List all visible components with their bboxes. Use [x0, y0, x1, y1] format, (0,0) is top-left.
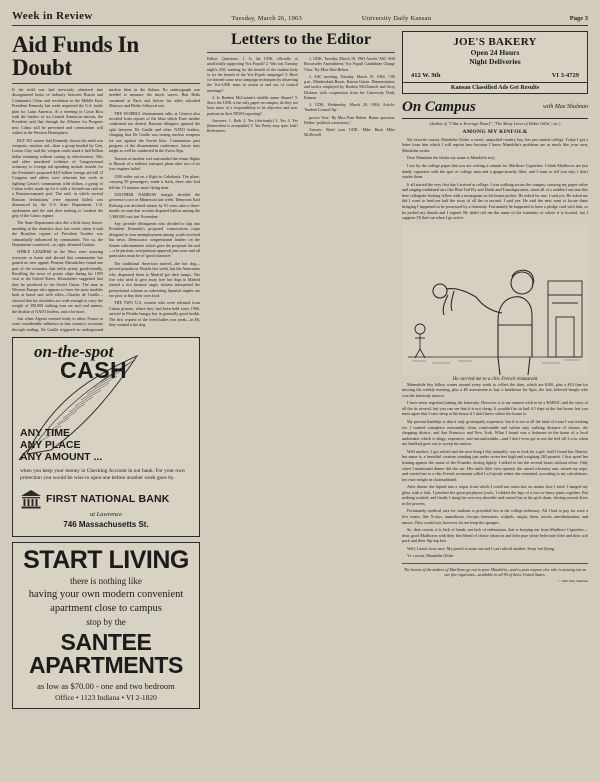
bakery-name: JOE'S BAKERY	[453, 36, 537, 48]
letter-para: Answer: Read your UDK. Mike Bush Mike McDowell	[304, 127, 395, 138]
column-three	[402, 31, 588, 766]
oc-para: After dinner she lapsed into a torpor from which I could not rouse her, no matter how I tried. I hanged my glass with a fork, I pinched her great porphyros jowls, I rubbed the legs of a two-or-fancy pants together. But nothing worked, and finally I slung her over my shoulder and carried her to the girls dorm, driving several dives in the process.	[402, 484, 588, 506]
lead-para: BUT NO sooner had Kennedy chosen his mild war weapons—nuclear aid—than a group headed by Gen. Lucius Clay said the weapon could stand a half-billion dollar trimming without cutting its effectiveness. This and other murdered evidence of Congressional acrimony to foreign aid spending include trouble for the President's proposed $4.9 billion foreign aid bill. If Congress and others were reluctant last week in fighting Castro's communism with dollars, a group of Cuban exiles made up for it with a hit-and-run raid on a Russian-manned port. The raid, in which several Russian 'technicians' were reported killed, was denounced by the U.S. State Department. U.S. spokesmen said the raid does nothing to 'weaken the grip of the Castro regime.'	[12, 137, 103, 218]
oc-para: Dear Mandolin the thinks my name is Mandolin too),	[407, 155, 496, 161]
lead-story-body	[12, 87, 200, 332]
oc-para: It all started the very first day I arrived at college. I was walking across the campus, carrying my paper valise and singing traditional airs like Blue Tail Fly and Death and Transfiguration, when all of a sudden I ran into this here collegiate-looking fellow with a monogram on his breast pocket. He asked for one. I said yes. He asked me did I want to lend me half the story of all the in second. I said yes. He said the next want to locate these bringing I happened to be possessed by a fraternity. Fortunately he happened to have a pledge card with him, so he picked my thumb and I signed. He didn't tell me the name of the fraternity or where it is located, but I suppose I'll find out when I go active.	[402, 181, 588, 221]
page-columns	[12, 31, 588, 766]
oc-para: Fortunately, medical care for students is provided free at the college infirmary. All I had to pay for were a few extras, like X-rays, anaesthesia, forceps, hemostats, scalpels, catgut, linen, towels, anesthetization, and nurses. They would not, however, let me keep the sponges.	[402, 508, 588, 525]
first-national-bank-ad[interactable]	[12, 337, 200, 537]
joes-bakery-ad[interactable]	[402, 31, 588, 94]
on-campus-header	[402, 99, 588, 119]
letter-para: 2. ASC meeting, Tuesday, March 19, 1963, 7:00 p.m., Meadowlark Room, Kansas Union. Demonstrators and tactics employed by Reuben McClintock and Jerry Dickson with cooperation from the University Daily Kansan.	[304, 73, 395, 100]
lead-para: If the mild war had nervously shattered into disorganized bouts of industry between Russia and Communist China and revolution in the Middle East, President Kennedy last week requested the U.S. battle plan for Latin America. At a meeting in Costa Rica with the leaders of six Central American nations, the President said that through the Alliance for Progress new Cubas will be prevented and communism will wither in the Western Hemisphere.	[12, 87, 103, 136]
bank-at-lawrence: at Lawrence	[89, 511, 123, 519]
on-campus-copyright: © 1963 Max Shulman	[557, 578, 588, 583]
oc-para: Meanwhile this fellow comes around every week to collect the dues, which are $100, plus a $10 fine for missing the weekly meeting, plus a $5 assessment to buy a headstone for Spot, the late, beloved beagle who was the fraternity mascot.	[402, 381, 588, 398]
lead-para: THE WOBBLY disarmament talks at Geneva also recoiled from reports of the blast which Paris neither confirmed nor denied. Russian delegates ignored the split between De Gaulle and other NATO leaders, charging that De Gaulle was testing nuclear weapons for use against the Soviet bloc. Communists past progress of the disarmament conference, future tests might as well be conducted in the Swiss Alps.	[109, 110, 200, 154]
santee-name: SANTEE APARTMENTS	[28, 628, 183, 678]
on-campus-footer: The hearts of the makers of Marlboro go out to poor Mandolin—and to poor anyone else who is missing out on our fine cigarettes—available in all 50 of those United States.	[402, 563, 588, 578]
letter-para: Editor: Questions: 1. Is the UDK officially or unofficially supporting Vox Populi? 2. Was last Tuesday night's ASC meeting for the benefit of the student body or for the benefit of the Vox Populi campaign? 3. Have we learned some new campaign techniques by observing the Vox-UDK team in action at and out of council meetings?	[207, 56, 298, 93]
masthead-date: Tuesday, March 26, 1963	[231, 15, 302, 22]
cartoon-illustration	[402, 225, 588, 375]
lead-para: ANOTHER NARROW margin decided the governor's race in Minnesota last week. Democrat Karl Rolvaag was declared winner by 91 votes after a three-month recount that recount disputed ballots among the 1,300,000 cast last November.	[109, 192, 200, 219]
santee-office: Office • 1123 Indiana • VI 2-1820	[55, 692, 157, 702]
ad-any-time: ANY TIME	[20, 427, 70, 440]
masthead-paper: University Daily Kansan	[361, 15, 432, 22]
ad-line-cash: CASH	[60, 357, 128, 384]
lead-para: Tension of another sort surrounded the return flights to Hawaii of a military transport plane after two of its four engines failed	[109, 155, 200, 172]
letter-para: Answers: 1. Both 2. Yes (obviously) 3. Yes 4. Yes (benevolent is acceptable) 5. Yes Pretty easy quiz, huh? References:	[207, 117, 298, 134]
oc-para: Well anyhow, I got settled and the next thing I did, naturally, was to look for a girl. And I found her. Harriet, her name is, a beautiful creature standing just under seven feet high and weighing 265 pounds. I first spied her leaning against the statue of the Founder, dozing lightly. I talked to her the several hours without effort. Only when I mentioned dinner did she stir. Her smile little eyes opened, she raised a brawny arm, seized my nape, and carried me to a chic French restaurant called La Cajoule where she remained, according to my calculations, her own weight in chateaubriand.	[402, 448, 588, 482]
letters-heading: Letters to the Editor	[231, 31, 371, 48]
letter-para: 4. Is Reuben McCartum's middle name Sharer? 5. Since the UDK is the only paper on campus, do they not have more of a responsibility to be objective and non-partisan in their NEWS reporting?	[207, 94, 298, 116]
oc-para: So, dear cousin, it is lack of funds, not lack of enthusiasm, that is keeping me from Marlboro Cigarettes—dear, good Marlboros with their fine blend of choice tobaccos and their pure white Selectrate filter and their soft pack and their flip-top box.	[402, 527, 588, 544]
bank-address: 746 Massachusetts St.	[63, 520, 149, 530]
santee-line1: there is nothing like	[70, 576, 142, 587]
ad-line-italic: on-the-spot	[34, 342, 114, 362]
bakery-deliveries: Night Deliveries	[469, 57, 521, 67]
bank-logo-row	[20, 488, 192, 510]
lead-para: The State Department also did a little hasty house-mending at the domestic door last week, when it said the Brazilian regime of President Goulart was substantially influenced by communists. Nor so, the Department countered—so right, affirmed Goulart.	[12, 220, 103, 247]
cartoon-caption: He carried me to a chic French restaurant	[452, 376, 538, 382]
column-two	[207, 31, 395, 766]
oc-para: I have never regretted joining the fraternity. However, it is my earnest wish to be a BAROC and the story of all the its avowal, but you can see that it is not cheap. It wouldn't be so bad if I slept at the frat house, but you must agree that I can't sleep at the house if I don't know where the house is.	[402, 400, 588, 417]
on-campus-author-note: (Author of "I Was a Teen-age Dwarf", "The Many Loves of Dobie Gillis", etc.)	[429, 120, 561, 126]
ad-any-amount: ANY AMOUNT ...	[20, 450, 103, 463]
oc-para: My favorite cousin, Mandolin Globe, a sweet, unspoiled country boy, has just started college. Today I got a letter from him which I will reprint here because I know Mandolin's problems are as much like your own, Mandolin writes:	[402, 136, 588, 153]
column-one	[12, 31, 200, 766]
letters-body	[207, 56, 395, 138]
bank-building-icon	[20, 488, 42, 510]
lead-para: WHILE LEADERS in the West were assuring everyone at home and abroad that communism has gained no new appeal, Premier Khrushchev found one part of the economy that befits pretty good-friendly. Recalling the savor of potato chips during his 1959 visit to the United States, Khrushchev suggested that they be produced in the Soviet Union. The man in Western Europe who appears to have the most troubles both at home and with allies—Charles de Gaulle—showed that his shoulders are wide enough to carry the weight of 300,000 striking iron ore and coal miners, the disdain of NATO leaders, and a bit more.	[12, 249, 103, 314]
ad-any-place: ANY PLACE	[20, 438, 81, 451]
lead-para: The traditional American marvel—the hot dog—proved popular in Florida last week, but the Americans who dispensed them to Madrid got their lumps. The five who tried to give away free hot dogs in Madrid started a riot because angry citizens interpreted the promotional scheme as subverting Spanish staples are too poor to buy their own food.	[109, 260, 200, 299]
letter-para: 1. UDK, Tuesday, March 19, 1963 Article 'ASC Will Reconsider Amendment; Vox Populi Candidates Charge View.' By Miss Patti Behen.	[304, 56, 395, 72]
lead-para: Just when Algeria seemed ready to allow France to exert considerable influence in that country's economy through trading, De Gaulle triggered an underground nuclear blast in the Sahara. No seismograph was needed to measure the shock waves. Ben Bella screamed at Paris and before his aides subsided Moscow and Berlin followed suit.	[12, 87, 200, 332]
bakery-hours: Open 24 Hours	[470, 48, 520, 57]
bakery-phone: VI 3-4729	[551, 71, 579, 79]
masthead	[12, 10, 588, 26]
santee-line3: stop by the	[86, 616, 126, 627]
ad-copy: when you keep your money in Checking Account in our bank. For your own protection you would be wise to open one before another week goes by.	[20, 468, 185, 482]
lead-para: 1500 miles out on a flight to Caledonia. The plane, carrying 85 passengers, made it back, three who had left her 15 minutes more flying time.	[109, 173, 200, 190]
oc-para: I see by the college paper that you are writing a column for Marlboro Cigarettes. I think Marlboros are just dandy cigarettes with the spot of college men and a ginger-peachy filter, and I want to tell you why I don't smoke them.	[402, 163, 588, 180]
oc-para: Yr. cousin, Mandolin Globe	[407, 553, 454, 559]
letter-para: proves Vote.' By Miss Patti Behen. Bonus question: Define 'political consistency.'	[304, 114, 395, 125]
letter-para: 3. UDK, Wednesday, March 20, 1963; Article: 'Student Council Ap-	[304, 102, 395, 113]
oc-para: Well, I must close now. My pencil is none out and I can't afford another. Keep 'em flying.	[407, 545, 555, 551]
classified-ads-note: Kansan Classified Ads Get Results	[403, 82, 587, 93]
santee-price: as low as $70.00 - one and two bedroom	[37, 680, 175, 691]
section-title: Week in Review	[12, 10, 93, 22]
santee-apartments-ad[interactable]	[12, 542, 200, 708]
on-campus-body-top	[402, 137, 588, 221]
lead-para: THE TWO U.S. women who were released from Cuban prisons, where they had been held since 1960, arrived in Florida hungry but in generally good health. The first request of the freed ladies was steak—in Hi, they wanted a hot dog.	[109, 300, 200, 328]
lead-para: Any juvenile delinquents who decided to slip into President Kennedy's proposed conservation corps designed to turn unemployment among youth received but news. Democratic congressional leaders on the Senate subcommittee which gave the proposal the nod—a bi-partisan, non-partisan approval just went said all particulars must be of 'good character.'	[109, 220, 200, 259]
on-campus-section-title: AMONG MY KINFOLK	[462, 128, 528, 135]
on-campus-title: On Campus	[402, 98, 476, 115]
page-number: Page 3	[569, 15, 588, 22]
bakery-address: 412 W. 9th	[411, 71, 441, 79]
bank-name: FIRST NATIONAL BANK	[46, 493, 170, 506]
santee-start-living: START LIVING	[23, 546, 189, 575]
oc-para: My present hardship is that it only grotesquely expensive, but it is not at all the kind of room I was looking for. I wanted someplace reasonably clean, comfortable and within easy walking distance of classes, the shopping district, and San Francisco and New York. What I found was a bedroom in the home of a local undertaker which is dingy, expensive, and uncomfortable—and I don't even get to use the bed till 2 a.m. when my landlord goes out to sweep his station.	[402, 419, 588, 447]
lead-headline: Aid Funds In Doubt	[12, 32, 139, 80]
santee-line2: having your own modern convenient apartment close to campus	[28, 589, 184, 614]
on-campus-byline: with Max Shulman	[543, 103, 588, 110]
on-campus-body-bottom	[402, 382, 588, 559]
on-campus-cartoon	[402, 225, 588, 375]
